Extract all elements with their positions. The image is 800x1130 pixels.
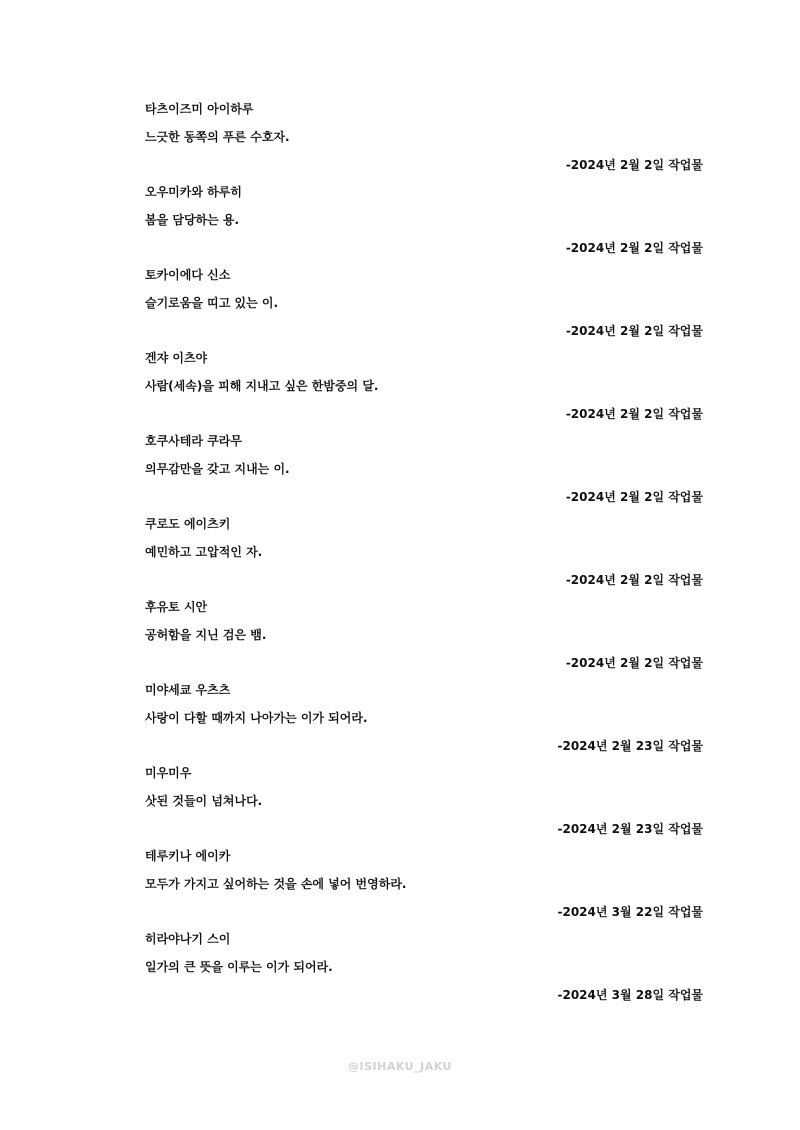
entry-name: 테루키나 에이카 <box>145 849 231 863</box>
entry <box>145 678 703 761</box>
entry-description: 의무감만을 갖고 지내는 이. <box>145 462 290 476</box>
entry-description: 봄을 담당하는 용. <box>145 213 240 227</box>
entry-name: 오우미카와 하루히 <box>145 185 242 199</box>
entry <box>145 927 703 1010</box>
entry-description: 슬기로움을 띠고 있는 이. <box>145 296 279 310</box>
entry-description: 사람(세속)을 피해 지내고 싶은 한밤중의 달. <box>145 379 379 393</box>
entry-name: 타츠이즈미 아이하루 <box>145 102 254 116</box>
entry <box>145 346 703 429</box>
entry <box>145 512 703 595</box>
entry-name: 호쿠사테라 쿠라무 <box>145 434 242 448</box>
entry-date: -2024년 2월 2일 작업물 <box>565 241 703 255</box>
entry <box>145 761 703 844</box>
entry-list <box>145 97 703 1010</box>
entry-name: 겐쟈 이츠야 <box>145 351 208 365</box>
entry-description: 공허함을 지닌 검은 뱀. <box>145 628 267 642</box>
entry-date: -2024년 2월 2일 작업물 <box>565 573 703 587</box>
entry-date: -2024년 3월 28일 작업물 <box>557 988 703 1002</box>
entry-name: 토카이에다 신소 <box>145 268 231 282</box>
entry-description: 사랑이 다할 때까지 나아가는 이가 되어라. <box>145 711 368 725</box>
entry-date: -2024년 2월 2일 작업물 <box>565 407 703 421</box>
entry-description: 예민하고 고압적인 자. <box>145 545 263 559</box>
entry-date: -2024년 2월 2일 작업물 <box>565 490 703 504</box>
entry <box>145 180 703 263</box>
entry-name: 미야세쿄 우츠츠 <box>145 683 231 697</box>
entry-name: 후유토 시안 <box>145 600 208 614</box>
entry-date: -2024년 2월 23일 작업물 <box>557 739 703 753</box>
entry-date: -2024년 2월 2일 작업물 <box>565 158 703 172</box>
entry <box>145 429 703 512</box>
entry-date: -2024년 2월 23일 작업물 <box>557 822 703 836</box>
entry-name: 미우미우 <box>145 766 192 780</box>
entry-description: 모두가 가지고 싶어하는 것을 손에 넣어 번영하라. <box>145 877 407 891</box>
entry <box>145 97 703 180</box>
entry <box>145 263 703 346</box>
entry-date: -2024년 3월 22일 작업물 <box>557 905 703 919</box>
entry-date: -2024년 2월 2일 작업물 <box>565 656 703 670</box>
entry-description: 삿된 것들이 넘쳐나다. <box>145 794 263 808</box>
entry-name: 히라야나기 스이 <box>145 932 231 946</box>
entry <box>145 595 703 678</box>
entry-name: 쿠로도 에이츠키 <box>145 517 231 531</box>
entry-description: 일가의 큰 뜻을 이루는 이가 되어라. <box>145 960 333 974</box>
watermark: @ISIHAKU_JAKU <box>348 1060 452 1073</box>
entry-date: -2024년 2월 2일 작업물 <box>565 324 703 338</box>
entry-description: 느긋한 동쪽의 푸른 수호자. <box>145 130 290 144</box>
entry <box>145 844 703 927</box>
